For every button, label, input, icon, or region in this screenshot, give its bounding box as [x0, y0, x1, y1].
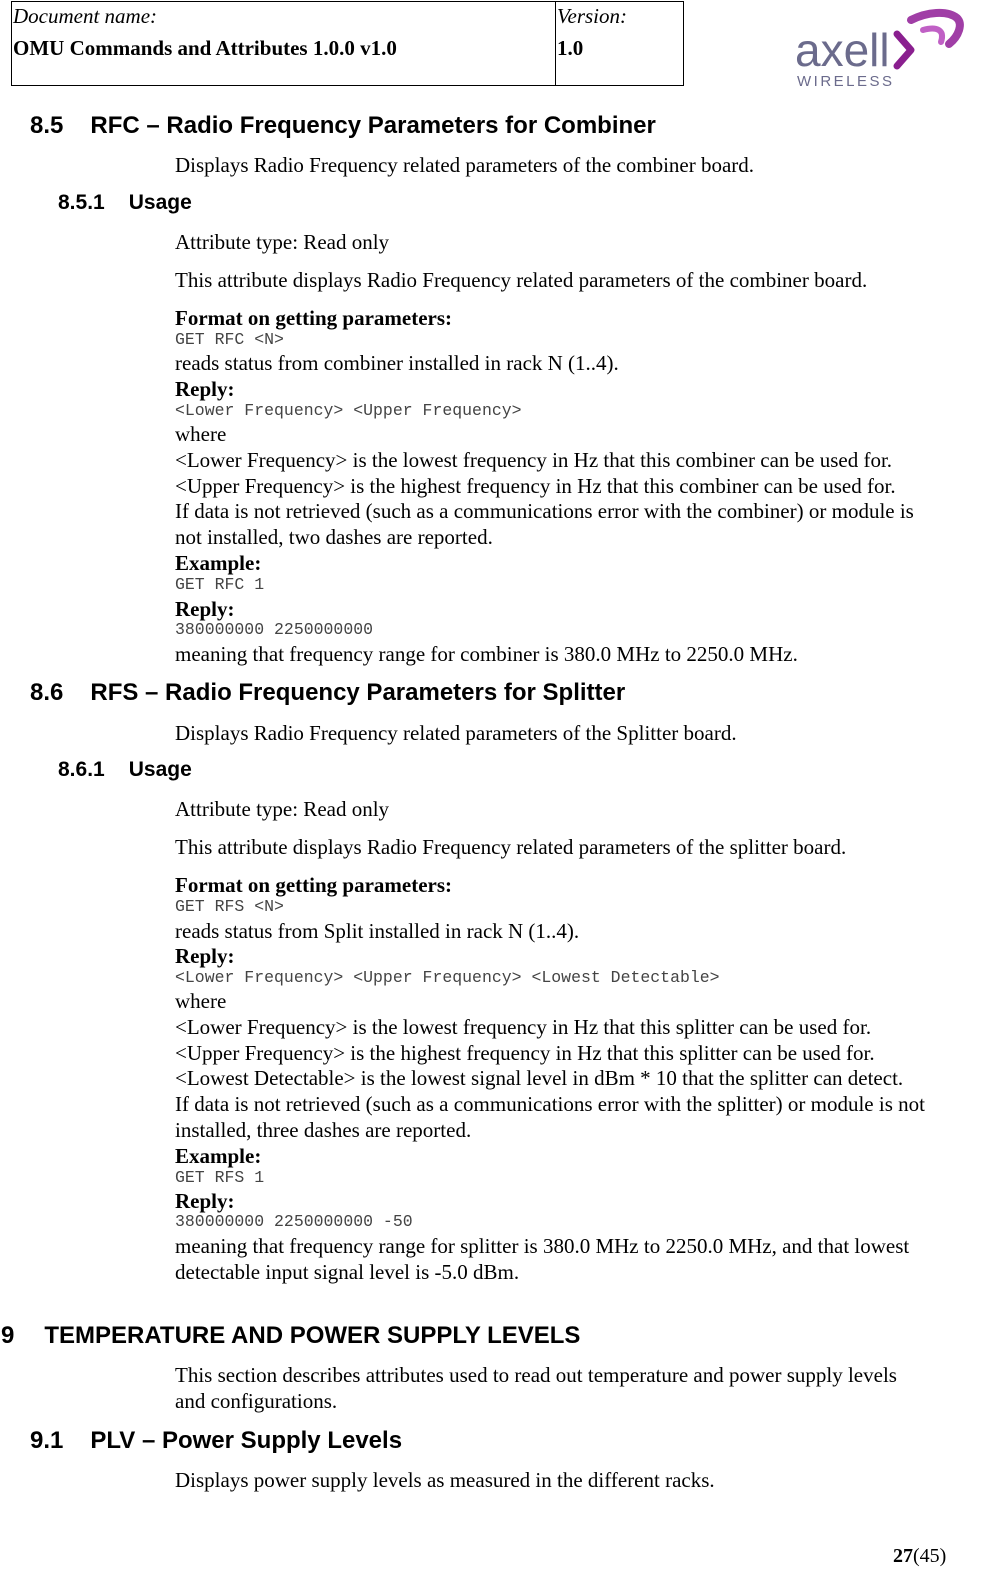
logo-wordmark: axell	[795, 24, 890, 76]
section-title: PLV – Power Supply Levels	[90, 1427, 403, 1454]
section-number: 8.5	[30, 112, 64, 139]
axell-wireless-logo	[795, 0, 975, 92]
doc-name: OMU Commands and Attributes 1.0.0 v1.0	[13, 36, 397, 60]
header-divider	[555, 2, 556, 86]
chapter-number: 9	[1, 1322, 15, 1349]
upper-frequency-desc: <Upper Frequency> is the highest frequency in Hz that this combiner can be used for.	[175, 474, 896, 498]
section-intro: Displays power supply levels as measured in the different racks.	[175, 1468, 715, 1492]
section-8-5-heading	[30, 112, 656, 140]
lower-frequency-desc: <Lower Frequency> is the lowest frequency in Hz that this combiner can be used for.	[175, 448, 893, 472]
example-label: Example:	[175, 1144, 262, 1168]
example-reply-label: Reply:	[175, 1189, 235, 1213]
format-label: Format on getting parameters:	[175, 306, 452, 330]
error-text-line-2: not installed, two dashes are reported.	[175, 525, 493, 549]
reply-format: <Lower Frequency> <Upper Frequency> <Lowest Detectable>	[175, 968, 720, 987]
reply-label: Reply:	[175, 944, 235, 968]
where-text: where	[175, 422, 227, 446]
chapter-title: TEMPERATURE AND POWER SUPPLY LEVELS	[44, 1322, 581, 1349]
lowest-detectable-desc: <Lowest Detectable> is the lowest signal level in dBm * 10 that the splitter can detect.	[175, 1066, 904, 1090]
logo-subtitle: WIRELESS	[797, 73, 895, 90]
subsection-8-6-1-heading	[58, 758, 192, 782]
attribute-type: Attribute type: Read only	[175, 230, 390, 254]
subsection-number: 8.6.1	[58, 758, 105, 781]
subsection-number: 8.5.1	[58, 191, 105, 214]
example-command: GET RFC 1	[175, 575, 265, 594]
meaning-text-line-2: detectable input signal level is -5.0 dBm.	[175, 1260, 520, 1284]
error-text-line-1: If data is not retrieved (such as a communications error with the combiner) or module is	[175, 499, 914, 523]
reply-label: Reply:	[175, 377, 235, 401]
section-intro: Displays Radio Frequency related parameters of the combiner board.	[175, 153, 755, 177]
reply-format: <Lower Frequency> <Upper Frequency>	[175, 401, 522, 420]
reads-text: reads status from Split installed in rack N (1..4).	[175, 919, 580, 943]
version-value: 1.0	[557, 36, 584, 60]
example-reply-label: Reply:	[175, 597, 235, 621]
error-text-line-1: If data is not retrieved (such as a communications error with the splitter) or module is not	[175, 1092, 925, 1116]
page-total: (45)	[913, 1545, 947, 1567]
subsection-8-5-1-heading	[58, 191, 192, 215]
meaning-text: meaning that frequency range for combiner is 380.0 MHz to 2250.0 MHz.	[175, 642, 798, 666]
example-label: Example:	[175, 551, 262, 575]
logo-chevron-1	[897, 34, 911, 66]
section-intro: Displays Radio Frequency related parameters of the Splitter board.	[175, 721, 737, 745]
get-command: GET RFC <N>	[175, 330, 284, 349]
lower-frequency-desc: <Lower Frequency> is the lowest frequency in Hz that this splitter can be used for.	[175, 1015, 872, 1039]
subsection-title: Usage	[128, 758, 192, 781]
attribute-type: Attribute type: Read only	[175, 797, 390, 821]
error-text-line-2: installed, three dashes are reported.	[175, 1118, 472, 1142]
page-number	[893, 1545, 946, 1568]
subsection-title: Usage	[128, 191, 192, 214]
example-reply: 380000000 2250000000	[175, 620, 374, 639]
upper-frequency-desc: <Upper Frequency> is the highest frequency in Hz that this splitter can be used for.	[175, 1041, 875, 1065]
document-header	[11, 1, 684, 86]
chapter-9-heading	[1, 1322, 580, 1350]
where-text: where	[175, 989, 227, 1013]
example-reply: 380000000 2250000000 -50	[175, 1212, 413, 1231]
section-8-6-heading	[30, 679, 625, 707]
section-9-1-heading	[30, 1427, 402, 1455]
version-label: Version:	[557, 4, 627, 28]
section-number: 9.1	[30, 1427, 64, 1454]
section-title: RFC – Radio Frequency Parameters for Combiner	[90, 112, 656, 139]
chapter-intro-line-1: This section describes attributes used to read out temperature and power supply levels	[175, 1363, 897, 1387]
reads-text: reads status from combiner installed in rack N (1..4).	[175, 351, 619, 375]
format-label: Format on getting parameters:	[175, 873, 452, 897]
attribute-description: This attribute displays Radio Frequency related parameters of the combiner board.	[175, 268, 868, 292]
get-command: GET RFS <N>	[175, 897, 284, 916]
meaning-text-line-1: meaning that frequency range for splitter is 380.0 MHz to 2250.0 MHz, and that lowest	[175, 1234, 910, 1258]
doc-name-label: Document name:	[13, 4, 158, 28]
attribute-description: This attribute displays Radio Frequency related parameters of the splitter board.	[175, 835, 847, 859]
chapter-intro-line-2: and configurations.	[175, 1389, 338, 1413]
logo-swoosh-2	[923, 29, 942, 43]
example-command: GET RFS 1	[175, 1168, 265, 1187]
section-title: RFS – Radio Frequency Parameters for Splitter	[90, 679, 626, 706]
section-number: 8.6	[30, 679, 64, 706]
page-current: 27	[893, 1545, 913, 1567]
